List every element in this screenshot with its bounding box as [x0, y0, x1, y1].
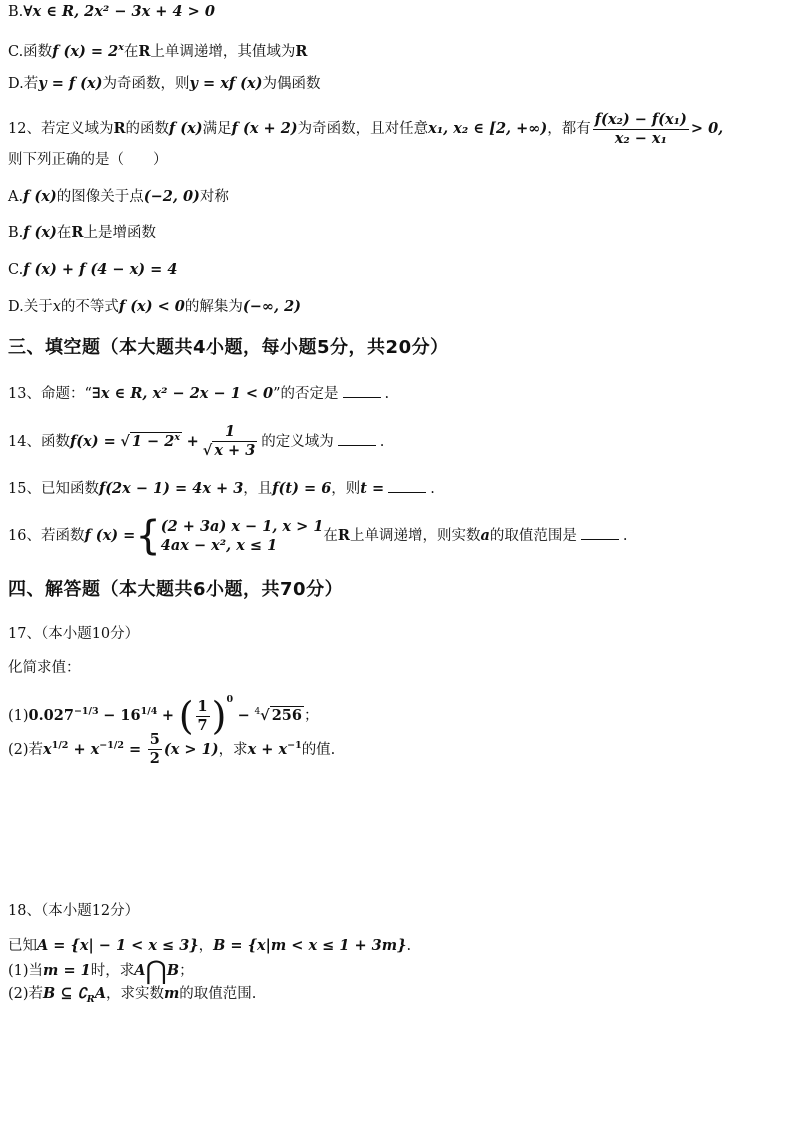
option-label: B.: [8, 225, 24, 241]
punctuation: ；: [303, 708, 319, 724]
radicand: 256: [271, 707, 302, 724]
option-text: D.若: [8, 76, 39, 92]
option-text: C.函数: [8, 43, 53, 60]
question-text: 的取值范围.: [179, 986, 257, 1002]
subscript: R: [86, 993, 95, 1005]
set-symbol: R: [113, 120, 126, 137]
fraction-numerator: 1: [197, 697, 208, 715]
punctuation: .: [430, 481, 435, 497]
math-expression: f (x) =: [84, 527, 136, 544]
option-text: 为偶函数: [262, 76, 321, 92]
question-text: 在: [323, 528, 338, 544]
set-symbol: R: [138, 42, 151, 60]
math-expression: f (x): [23, 224, 57, 241]
fraction-denominator: 7: [197, 716, 208, 734]
option-text: 为奇函数，则: [102, 76, 190, 92]
exponent: −1/3: [73, 706, 99, 718]
question-text: 时，求: [90, 963, 135, 979]
math-expression: f(2x − 1) = 4x + 3: [98, 480, 244, 497]
exponent: −1: [287, 740, 302, 751]
math-expression: B ⊆ ∁: [43, 985, 87, 1002]
exponent: 1/4: [140, 706, 158, 718]
q13: [8, 383, 389, 404]
fraction-numerator: 5: [149, 731, 160, 749]
operator: −: [237, 707, 250, 724]
q11-option-b: [8, 2, 215, 22]
question-text: ”的否定是: [273, 386, 339, 402]
math-expression: f (x): [169, 120, 203, 137]
math-variable: x: [52, 299, 61, 315]
q12-option-c: [8, 260, 177, 280]
math-expression: m = 1: [43, 962, 91, 979]
math-variable: x: [43, 740, 52, 758]
left-paren: (: [178, 694, 194, 738]
question-text: 已知: [8, 938, 37, 954]
question-text: 的取值范围是: [489, 528, 577, 544]
fraction-numerator: f(x₂) − f(x₁): [594, 110, 687, 128]
exponent: 0: [226, 694, 234, 705]
left-brace: {: [135, 513, 161, 559]
punctuation: .: [622, 528, 628, 544]
part-label: (2)若: [8, 986, 44, 1002]
math-expression: ∃x ∈ R, x² − 2x − 1 < 0: [91, 385, 274, 402]
math-expression: (x > 1): [163, 740, 219, 758]
answer-blank[interactable]: [338, 431, 376, 446]
q18-given: [8, 936, 411, 956]
fraction: [148, 731, 162, 768]
right-paren: ): [211, 694, 227, 738]
math-expression: (−∞, 2): [242, 298, 302, 315]
math-expression: (−2, 0): [143, 188, 200, 205]
math-expression: 0.027: [28, 707, 74, 724]
root-index: 4: [254, 707, 261, 718]
answer-blank[interactable]: [388, 478, 426, 493]
q17-part2: [8, 726, 335, 770]
math-variable: A: [134, 962, 146, 979]
square-root: √ $1 - 2^x$: [120, 432, 181, 450]
q12-option-b: [8, 223, 156, 243]
option-text: 的不等式: [60, 299, 119, 315]
set-symbol: R: [71, 224, 84, 241]
math-expression: ∀x ∈ R, 2x² − 3x + 4 > 0: [23, 3, 215, 20]
fraction-denominator: x₂ − x₁: [614, 129, 667, 147]
exponent: x: [174, 432, 181, 443]
math-expression: =: [123, 740, 142, 758]
punctuation: ，: [198, 938, 214, 954]
radicand: x + 3: [214, 442, 256, 460]
math-expression: x₁, x₂ ∈ [2, +∞): [428, 120, 548, 137]
set-symbol: R: [295, 42, 308, 60]
question-text: ，都有: [547, 121, 591, 137]
fraction-denominator: 2: [149, 750, 160, 768]
piecewise-cases: [161, 517, 324, 555]
question-text: 14、函数: [8, 433, 70, 450]
option-text: 对称: [199, 189, 229, 205]
question-text: 上单调递增，则实数: [349, 528, 481, 544]
exponent: −1/2: [99, 740, 124, 751]
punctuation: .: [379, 433, 385, 450]
option-label: A.: [8, 189, 24, 205]
math-variable: a: [480, 527, 490, 544]
part-label: (1): [8, 708, 29, 724]
option-label: C.: [8, 262, 24, 278]
question-text: ，则: [331, 481, 361, 497]
option-text: 在: [56, 225, 72, 241]
question-text: 15、已知函数: [8, 481, 99, 497]
math-expression: B = {x|m < x ≤ 1 + 3m}: [213, 937, 407, 954]
math-expression: > 0,: [690, 120, 724, 137]
operator: +: [186, 432, 199, 450]
case-row: (2 + 3a) x − 1, x > 1: [160, 518, 324, 535]
option-text: D.关于: [8, 299, 53, 315]
q18-header: 18、（本小题12分）: [8, 903, 140, 919]
punctuation: ；: [179, 963, 194, 979]
math-variable: m: [163, 985, 180, 1002]
exponent: 1/2: [51, 740, 69, 751]
answer-blank[interactable]: [581, 525, 619, 540]
q18-part1: [8, 958, 194, 984]
nth-root: √ 256: [260, 707, 302, 724]
section-title-solutions: 四、解答题（本大题共6小题，共70分）: [8, 579, 344, 600]
question-text: ，且: [243, 481, 273, 497]
math-expression: y = f (x): [38, 75, 103, 92]
set-symbol: R: [337, 527, 350, 544]
question-text: 12、若定义域为: [8, 121, 114, 137]
intersection-symbol: ⋂: [145, 956, 167, 986]
q17-intro: 化简求值：: [8, 660, 81, 676]
option-text: 的图像关于点: [56, 189, 144, 205]
math-expression: t =: [360, 480, 385, 497]
math-expression: + x: [68, 740, 100, 758]
question-text: 的定义域为: [261, 433, 334, 450]
math-expression: f (x) < 0: [118, 298, 185, 315]
math-variable: A: [94, 985, 106, 1002]
q18-part2: [8, 984, 256, 1010]
question-text: 的函数: [125, 121, 170, 137]
q14: [8, 418, 384, 462]
radicand: 1 − 2: [131, 432, 175, 450]
fraction: [201, 423, 260, 460]
fraction-denominator: √ x + 3: [202, 442, 256, 460]
case-row: 4ax − x², x ≤ 1: [160, 537, 278, 554]
question-text: ，求实数: [105, 986, 164, 1002]
option-label: B.: [8, 4, 24, 20]
part-label: (1)当: [8, 963, 44, 979]
punctuation: .: [406, 938, 412, 954]
question-text: 的值.: [301, 741, 336, 758]
math-expression: f (x) = 2: [52, 42, 119, 60]
q12-stem: [8, 110, 723, 148]
q15: [8, 478, 435, 499]
operator: +: [161, 707, 175, 724]
exponent: x: [118, 42, 124, 53]
fraction: [593, 111, 689, 148]
q16: [8, 514, 628, 558]
question-text: 16、若函数: [8, 528, 85, 544]
math-expression: x + x: [247, 740, 288, 758]
fraction-numerator: 1: [224, 423, 236, 441]
math-expression: − 16: [103, 707, 141, 724]
math-expression: A = {x| − 1 < x ≤ 3}: [37, 937, 199, 954]
question-text: 13、命题：“: [8, 386, 92, 402]
math-expression: f(t) = 6: [272, 480, 332, 497]
option-text: 上单调递增，其值域为: [150, 43, 296, 60]
q12-option-d: [8, 297, 301, 317]
q12-stem-line2: [8, 150, 168, 170]
math-variable: B: [166, 962, 180, 979]
math-expression: f (x + 2): [231, 120, 298, 137]
q17-header: 17、（本小题10分）: [8, 626, 140, 642]
option-text: 的解集为: [184, 299, 243, 315]
answer-blank[interactable]: [343, 383, 381, 398]
option-text: 在: [123, 43, 139, 60]
punctuation: .: [384, 386, 390, 402]
q11-option-c: [8, 38, 307, 62]
math-expression: f(x) =: [69, 432, 116, 450]
math-expression: y = xf (x): [189, 75, 263, 92]
option-text: 上是增函数: [83, 225, 156, 241]
question-text: 则下列正确的是（ ）: [8, 152, 168, 168]
question-text: 满足: [202, 121, 232, 137]
question-text: 为奇函数，且对任意: [297, 121, 429, 137]
section-title-fill-blank: 三、填空题（本大题共4小题，每小题5分，共20分）: [8, 337, 449, 358]
q11-option-d: [8, 74, 321, 94]
math-expression: f (x) + f (4 − x) = 4: [23, 261, 178, 278]
part-label: (2)若: [8, 741, 44, 758]
math-expression: f (x): [23, 188, 57, 205]
q12-option-a: [8, 187, 229, 207]
question-text: ，求: [218, 741, 248, 758]
